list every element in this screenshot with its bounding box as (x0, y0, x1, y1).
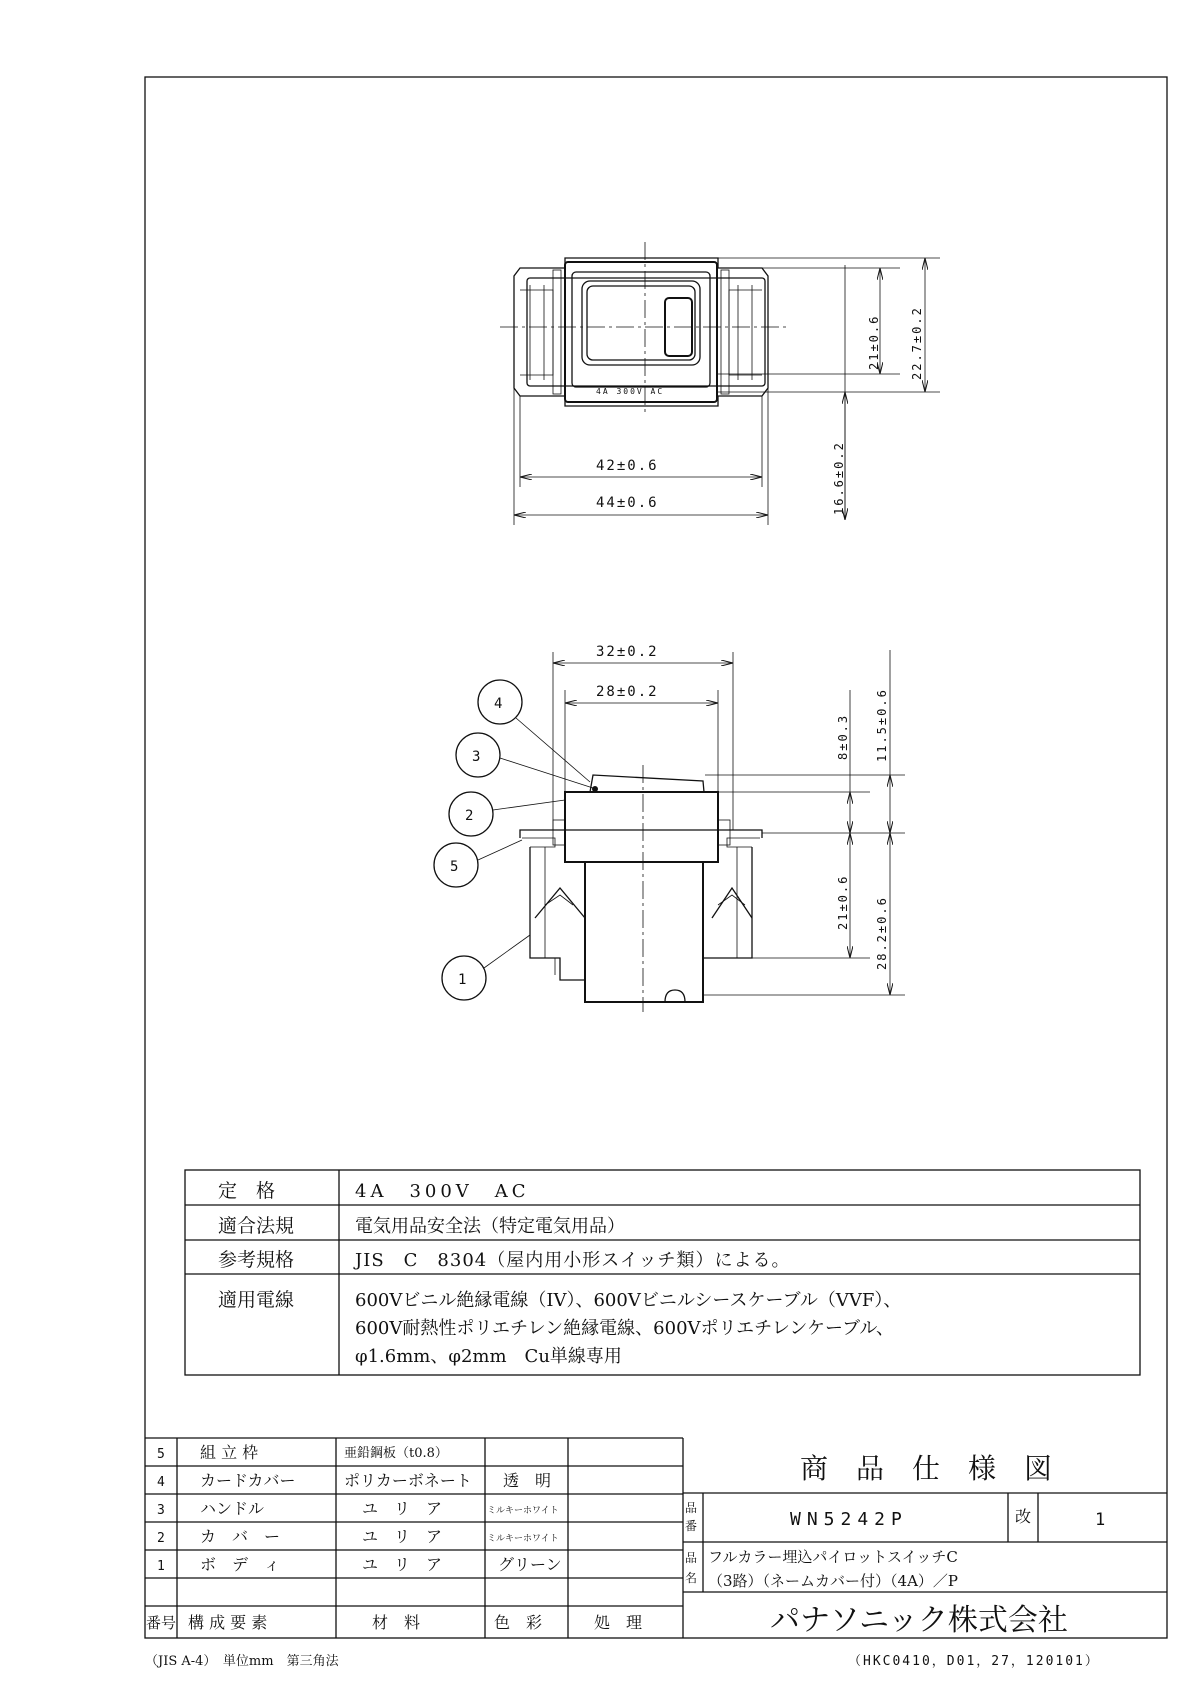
svg-text:ポリカーボネート: ポリカーボネート (344, 1471, 472, 1490)
sheet-border (145, 77, 1167, 1638)
dim-16-6: 16.6±0.2 (832, 441, 846, 515)
dim-42: 42±0.6 (596, 458, 659, 474)
dim-11-5: 11.5±0.6 (875, 688, 889, 762)
dim-32: 32±0.2 (596, 644, 659, 660)
dim-44: 44±0.6 (596, 495, 659, 511)
spec-label-rating: 定 格 (218, 1180, 276, 1202)
rev-label: 改 (1015, 1507, 1032, 1526)
svg-text:ミルキーホワイト: ミルキーホワイト (487, 1506, 559, 1516)
spec-label-wire: 適用電線 (218, 1289, 295, 1311)
front-view (500, 242, 940, 525)
part-callouts (434, 680, 593, 1000)
product-name-label: 品 (685, 1551, 698, 1565)
svg-text:ミルキーホワイト: ミルキーホワイト (487, 1534, 559, 1544)
dim-28: 28±0.2 (596, 684, 659, 700)
spec-label-standard: 参考規格 (218, 1249, 295, 1271)
svg-text:5: 5 (450, 859, 459, 875)
parts-header-material: 材 料 (372, 1613, 421, 1632)
dim-21-front: 21±0.6 (867, 314, 881, 370)
svg-text:透 明: 透 明 (503, 1471, 552, 1490)
spec-value-law: 電気用品安全法（特定電気用品） (355, 1216, 625, 1237)
svg-text:番: 番 (685, 1519, 698, 1533)
part-4-name: カードカバー (200, 1471, 296, 1490)
product-name-line2: （3路）（ネームカバー付）（4A）／P (708, 1572, 959, 1590)
svg-text:3: 3 (472, 749, 481, 765)
part-number: WN5242P (790, 1509, 908, 1530)
front-rating-label: 4A 300V AC (596, 387, 665, 396)
svg-text:1: 1 (458, 972, 467, 988)
dim-22-7: 22.7±0.2 (910, 306, 924, 380)
part-5-name: 組 立 枠 (200, 1443, 259, 1462)
part-2-name: カ バ ー (200, 1527, 281, 1546)
svg-text:ユ リ ア: ユ リ ア (362, 1499, 443, 1518)
footer-right: （HKC0410，D01，27，120101） (848, 1654, 1100, 1669)
svg-text:4: 4 (494, 696, 503, 712)
svg-text:2: 2 (157, 1531, 165, 1546)
spec-value-rating: 4A 300V AC (355, 1181, 530, 1202)
dim-8: 8±0.3 (836, 713, 850, 760)
svg-text:3: 3 (157, 1503, 165, 1518)
drawing-title: 商 品 仕 様 図 (800, 1452, 1053, 1485)
footer-left: （JIS A-4） 単位mm 第三角法 (145, 1654, 339, 1669)
spec-value-wire-2: 600V耐熱性ポリエチレン絶縁電線、600Vポリエチレンケーブル、 (355, 1318, 894, 1339)
svg-text:グリーン: グリーン (498, 1555, 562, 1574)
company-name: パナソニック株式会社 (770, 1603, 1068, 1638)
spec-table (185, 1170, 1140, 1375)
spec-value-standard: JIS C 8304（屋内用小形スイッチ類）による。 (355, 1250, 791, 1271)
part-1-name: ボ デ ィ (200, 1555, 281, 1574)
parts-header-name: 構 成 要 素 (188, 1613, 268, 1632)
title-block (683, 1452, 1167, 1638)
spec-label-law: 適合法規 (218, 1215, 295, 1237)
svg-text:ユ リ ア: ユ リ ア (362, 1527, 443, 1546)
spec-value-wire-3: φ1.6mm、φ2mm Cu単線専用 (355, 1346, 622, 1367)
parts-list (145, 1438, 683, 1638)
parts-header-no: 番号 (146, 1614, 177, 1632)
part-no-label: 品 (685, 1501, 698, 1515)
svg-text:ユ リ ア: ユ リ ア (362, 1555, 443, 1574)
spec-value-wire-1: 600Vビニル絶縁電線（IV）、600Vビニルシースケーブル（VVF）、 (355, 1290, 902, 1311)
svg-text:亜鉛鋼板（t0.8）: 亜鉛鋼板（t0.8） (344, 1446, 448, 1461)
part-3-name: ハンドル (200, 1499, 265, 1518)
dim-21-side: 21±0.6 (836, 874, 850, 930)
svg-text:名: 名 (685, 1571, 698, 1585)
product-name-line1: フルカラー埋込パイロットスイッチC (708, 1548, 958, 1566)
parts-header-color: 色 彩 (494, 1613, 543, 1632)
dim-28-2: 28.2±0.6 (875, 896, 889, 970)
svg-text:2: 2 (465, 808, 474, 824)
rev-number: 1 (1095, 1510, 1106, 1530)
svg-text:4: 4 (157, 1475, 165, 1490)
svg-text:5: 5 (157, 1447, 165, 1462)
svg-text:1: 1 (157, 1559, 165, 1574)
parts-header-finish: 処 理 (594, 1613, 643, 1632)
side-view (520, 644, 905, 1012)
